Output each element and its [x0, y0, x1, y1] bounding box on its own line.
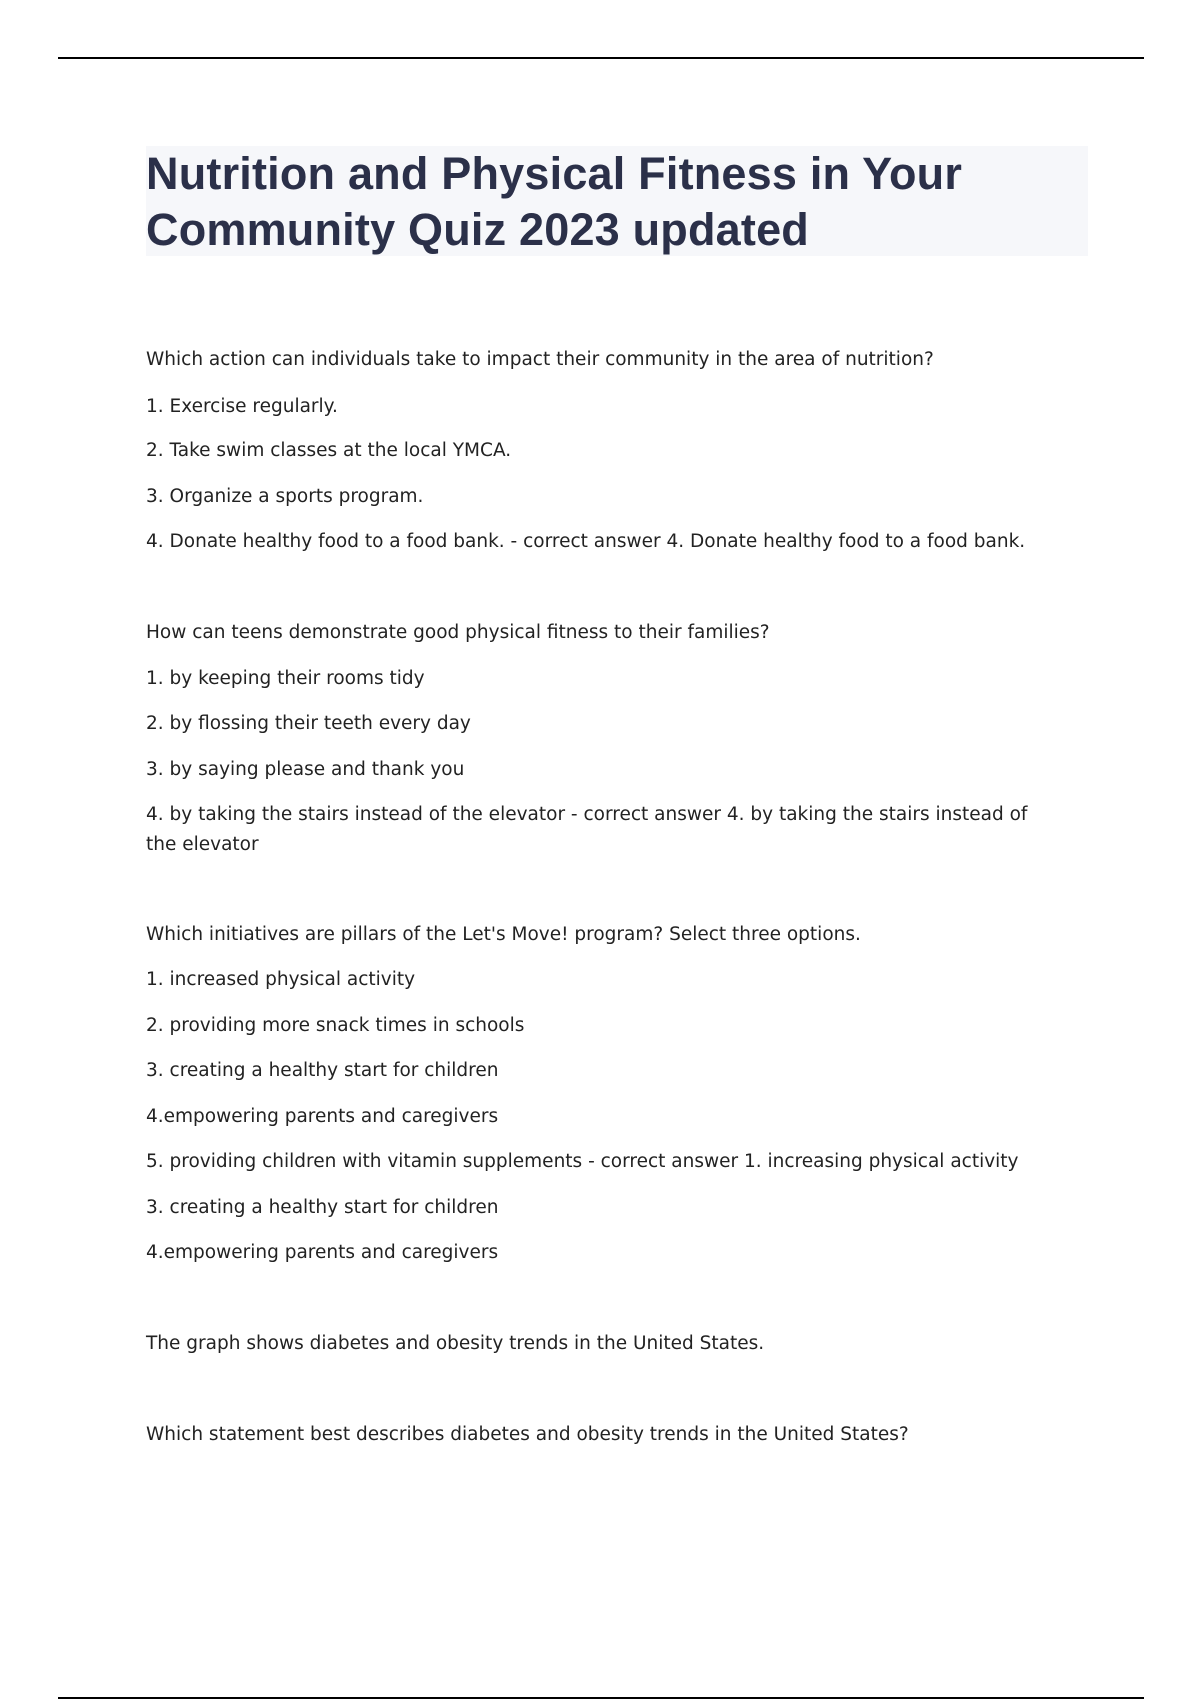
document-title: Nutrition and Physical Fitness in Your Community Quiz 2023 updated	[146, 148, 963, 255]
question-3-option-5-answer: 5. providing children with vitamin supplements - correct answer 1. increasing physical activity	[146, 1151, 1019, 1172]
question-2-option-2: 2. by flossing their teeth every day	[146, 713, 471, 734]
question-1-option-3: 3. Organize a sports program.	[146, 486, 424, 507]
question-3-prompt: Which initiatives are pillars of the Let's Move! program? Select three options.	[146, 924, 861, 945]
question-3-option-4: 4.empowering parents and caregivers	[146, 1106, 499, 1127]
top-rule	[58, 57, 1144, 59]
question-2-option-4-answer: 4. by taking the stairs instead of the elevator - correct answer 4. by taking the stairs instead of the elevator	[146, 804, 1028, 855]
question-2-prompt: How can teens demonstrate good physical fitness to their families?	[146, 622, 770, 643]
question-1-option-1: 1. Exercise regularly.	[146, 396, 338, 417]
question-4-prompt: Which statement best describes diabetes and obesity trends in the United States?	[146, 1424, 909, 1445]
question-3-option-2: 2. providing more snack times in schools	[146, 1015, 525, 1036]
question-1-option-4-answer: 4. Donate healthy food to a food bank. - correct answer 4. Donate healthy food to a food bank.	[146, 531, 1026, 552]
question-2-option-3: 3. by saying please and thank you	[146, 759, 465, 780]
question-3-option-1: 1. increased physical activity	[146, 969, 416, 990]
bottom-rule	[58, 1697, 1144, 1699]
title-block	[146, 146, 1088, 256]
question-3-answer-line-2: 3. creating a healthy start for children	[146, 1197, 499, 1218]
question-3-answer-line-3: 4.empowering parents and caregivers	[146, 1242, 499, 1263]
question-2-option-1: 1. by keeping their rooms tidy	[146, 668, 425, 689]
graph-note: The graph shows diabetes and obesity trends in the United States.	[146, 1333, 765, 1354]
question-3-option-3: 3. creating a healthy start for children	[146, 1060, 499, 1081]
question-1-prompt: Which action can individuals take to impact their community in the area of nutrition?	[146, 349, 934, 370]
question-1-option-2: 2. Take swim classes at the local YMCA.	[146, 440, 512, 461]
